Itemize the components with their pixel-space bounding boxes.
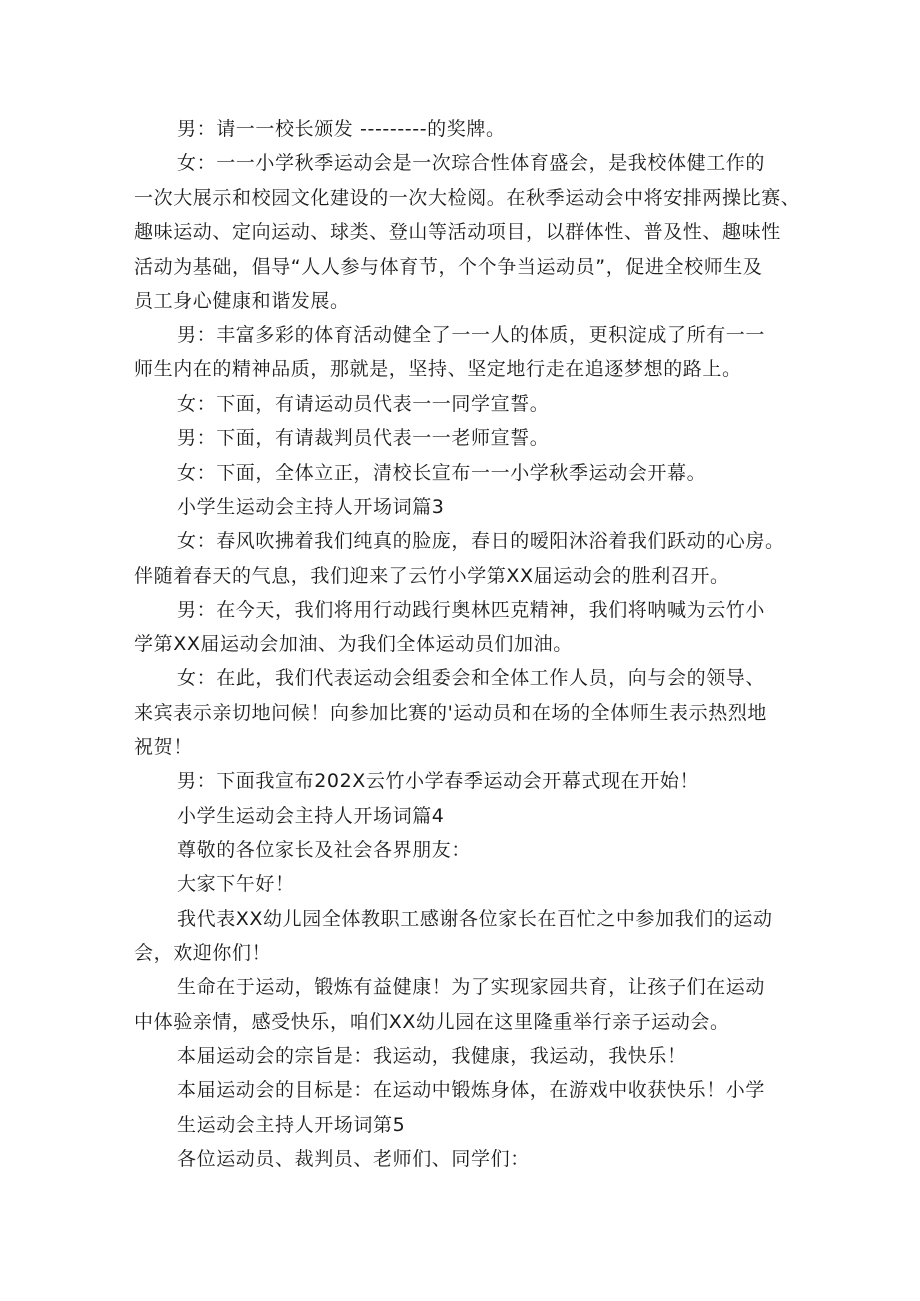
text-line: 生命在于运动，锻炼有益健康！为了实现家园共育，让孩子们在运动 [177,976,766,998]
text-line: 小学生运动会主持人开场词篇3 [177,496,445,518]
text-line: 女：下面，有请运动员代表一一同学宣誓。 [177,393,550,415]
text-line: 伴随着春天的气息，我们迎来了云竹小学第XX届运动会的胜利召开。 [134,565,730,587]
text-line: 女：春风吹拂着我们纯真的脸庞，春日的暧阳沐浴着我们跃动的心房。 [177,530,785,552]
text-line: 男：请一一校长颁发 ---------的奖牌。 [177,118,506,140]
text-line: 趣味运动、定向运动、球类、登山等活动项目，以群体性、普及性、趣味性 [134,221,781,243]
text-line: 大家下午好！ [177,873,295,895]
text-line: 生运动会主持人开场词第5 [177,1114,406,1136]
text-line: 女：一一小学秋季运动会是一次琮合性体育盛会，是我校体健工作的 [177,152,766,174]
text-line: 中体验亲情，感受快乐，咱们XX幼儿园在这里隆重举行亲子运动会。 [134,1011,730,1033]
text-line: 尊敬的各位家长及社会各界朋友： [177,839,472,861]
text-line: 学第XX届运动会加油、为我们全体运动员们加油。 [134,633,573,655]
text-line: 祝贺！ [134,736,193,758]
text-line: 来宾表示亲切地问候！向参加比赛的'运动员和在场的全体师生表示热烈地 [134,702,768,724]
text-line: 各位运动员、裁判员、老师们、同学们： [177,1148,530,1170]
text-line: 男：在今天，我们将用行动践行奥林匹克精神，我们将呐喊为云竹小 [177,599,766,621]
text-line: 师生内在的精神品质，那就是，坚持、坚定地行走在追逐梦想的路上。 [134,358,742,380]
text-line: 我代表XX幼儿园全体教职工感谢各位家长在百忙之中参加我们的运动 [177,908,773,930]
text-line: 男：下面我宣布202X云竹小学春季运动会开幕式现在开始！ [177,770,700,792]
text-line: 男：丰富多彩的体育活动健全了一一人的体质，更积淀成了所有一一 [177,324,766,346]
text-line: 小学生运动会主持人开场词篇4 [177,805,445,827]
text-line: 男：下面，有请裁判员代表一一老师宣誓。 [177,427,550,449]
text-line: 本届运动会的目标是：在运动中锻炼身体，在游戏中收获快乐！小学 [177,1079,766,1101]
text-line: 女：在此，我们代表运动会组委会和全体工作人员，向与会的领导、 [177,667,766,689]
text-line: 会，欢迎你们！ [134,942,272,964]
text-line: 员工身心健康和谐发展。 [134,290,350,312]
text-line: 女：下面，全体立正，清校长宣布一一小学秋季运动会开幕。 [177,462,707,484]
text-line: 活动为基础，倡导“人人参与体育节，个个争当运动员”，促进全校师生及 [134,256,763,278]
text-line: 本届运动会的宗旨是：我运动，我健康，我运动，我快乐！ [177,1045,687,1067]
text-line: 一次大展示和校园文化建设的一次大检阅。在秋季运动会中将安排两操比赛、 [134,187,801,209]
